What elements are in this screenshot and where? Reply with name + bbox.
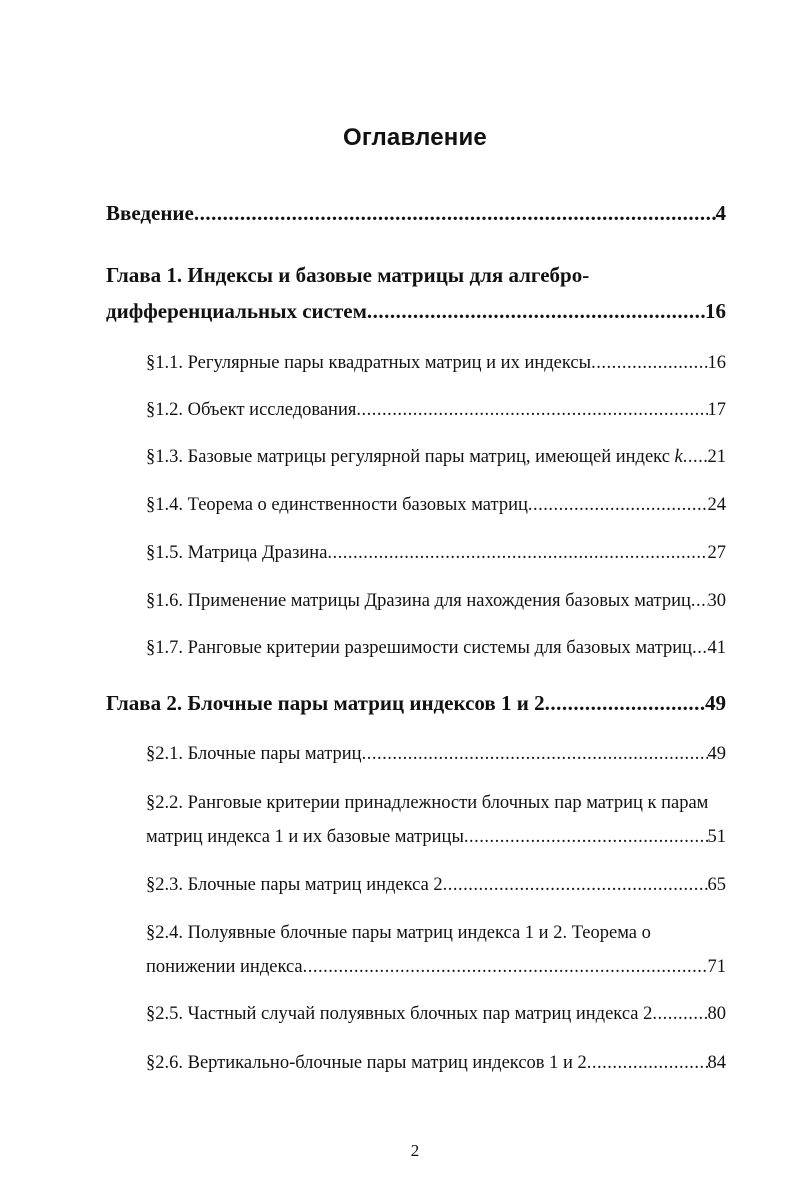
toc-entry-section-1-7[interactable] xyxy=(146,635,726,661)
toc-entry-page: 71 xyxy=(707,957,726,977)
toc-entry-chapter-2[interactable] xyxy=(106,690,726,716)
toc-entry-section-1-5[interactable] xyxy=(146,540,726,566)
toc-entry-page: 4 xyxy=(715,201,726,225)
toc-entry-title: §2.5. Частный случай полуявных блочных пар матриц индекса 2 xyxy=(146,1004,653,1024)
toc-entry-title: §2.3. Блочные пары матриц индекса 2 xyxy=(146,875,443,895)
toc-leader-dots xyxy=(367,298,705,324)
toc-leader-dots xyxy=(587,1050,708,1076)
toc-entry-section-1-3[interactable] xyxy=(146,444,726,470)
toc-entry-page: 21 xyxy=(707,447,726,467)
toc-entry-page: 41 xyxy=(707,638,726,658)
toc-entry-page: 49 xyxy=(705,691,726,715)
toc-chapter-1-line1[interactable]: Глава 1. Индексы и базовые матрицы для алгебро- xyxy=(106,263,590,287)
toc-entry-section-2-1[interactable] xyxy=(146,741,726,767)
toc-section-2-2-line1[interactable]: §2.2. Ранговые критерии принадлежности блочных пар матриц к парам xyxy=(146,793,709,813)
toc-title: Оглавление xyxy=(343,124,487,151)
toc-entry-title: §1.2. Объект исследования xyxy=(146,400,357,420)
toc-entry-page: 30 xyxy=(707,591,726,611)
toc-leader-dots xyxy=(362,741,708,767)
toc-entry-title: §2.1. Блочные пары матриц xyxy=(146,744,362,764)
index-variable: k xyxy=(674,447,683,467)
toc-entry-section-2-3[interactable] xyxy=(146,872,726,898)
toc-leader-dots xyxy=(528,492,708,518)
toc-leader-dots xyxy=(591,350,707,376)
toc-entry-title: Глава 2. Блочные пары матриц индексов 1 и 2 xyxy=(106,691,545,715)
toc-entry-title: дифференциальных систем xyxy=(106,299,367,323)
toc-entry-page: 27 xyxy=(707,543,726,563)
toc-leader-dots xyxy=(464,824,708,850)
toc-entry-page: 65 xyxy=(707,875,726,895)
toc-entry-page: 80 xyxy=(707,1004,726,1024)
toc-leader-dots xyxy=(443,872,708,898)
toc-entry-section-1-6[interactable] xyxy=(146,588,726,614)
toc-entry-title: §1.1. Регулярные пары квадратных матриц и их индексы xyxy=(146,353,592,373)
toc-leader-dots xyxy=(692,635,707,661)
toc-entry-section-1-2[interactable] xyxy=(146,397,726,423)
toc-entry-section-2-6[interactable] xyxy=(146,1050,726,1076)
toc-leader-dots xyxy=(683,444,708,470)
toc-entry-page: 49 xyxy=(707,744,726,764)
toc-entry-section-2-4[interactable] xyxy=(146,954,726,980)
toc-entry-title: §1.6. Применение матрицы Дразина для нахождения базовых матриц xyxy=(146,591,691,611)
toc-entry-section-2-5[interactable] xyxy=(146,1001,726,1027)
toc-entry-title: §2.6. Вертикально-блочные пары матриц индексов 1 и 2 xyxy=(146,1053,587,1073)
toc-entry-page: 51 xyxy=(707,827,726,847)
toc-entry-section-1-4[interactable] xyxy=(146,492,726,518)
toc-section-2-4-line1[interactable]: §2.4. Полуявные блочные пары матриц индекса 1 и 2. Теорема о xyxy=(146,923,651,943)
toc-leader-dots xyxy=(327,540,707,566)
toc-leader-dots xyxy=(194,200,716,226)
toc-leader-dots xyxy=(356,397,707,423)
toc-entry-page: 84 xyxy=(707,1053,726,1073)
toc-entry-page: 16 xyxy=(707,353,726,373)
toc-entry-title: §1.7. Ранговые критерии разрешимости системы для базовых матриц xyxy=(146,638,693,658)
toc-entry-page: 16 xyxy=(705,299,726,323)
toc-leader-dots xyxy=(303,954,708,980)
toc-entry-title: понижении индекса xyxy=(146,957,303,977)
toc-entry-page: 24 xyxy=(707,495,726,515)
page-number: 2 xyxy=(410,1141,420,1160)
toc-entry-page: 17 xyxy=(707,400,726,420)
toc-entry-section-1-1[interactable] xyxy=(146,350,726,376)
toc-entry-title xyxy=(146,444,683,470)
toc-leader-dots xyxy=(691,588,708,614)
toc-entry-title: Введение xyxy=(106,201,194,225)
toc-entry-section-2-2[interactable] xyxy=(146,824,726,850)
toc-leader-dots xyxy=(652,1001,707,1027)
toc-entry-introduction[interactable] xyxy=(106,200,726,226)
toc-leader-dots xyxy=(545,690,705,716)
toc-entry-title: §1.5. Матрица Дразина xyxy=(146,543,328,563)
toc-entry-title: §1.4. Теорема о единственности базовых матриц xyxy=(146,495,528,515)
toc-entry-title-text: §1.3. Базовые матрицы регулярной пары матриц, имеющей индекс xyxy=(146,447,670,467)
toc-entry-title: матриц индекса 1 и их базовые матрицы xyxy=(146,827,464,847)
toc-entry-chapter-1[interactable] xyxy=(106,298,726,324)
